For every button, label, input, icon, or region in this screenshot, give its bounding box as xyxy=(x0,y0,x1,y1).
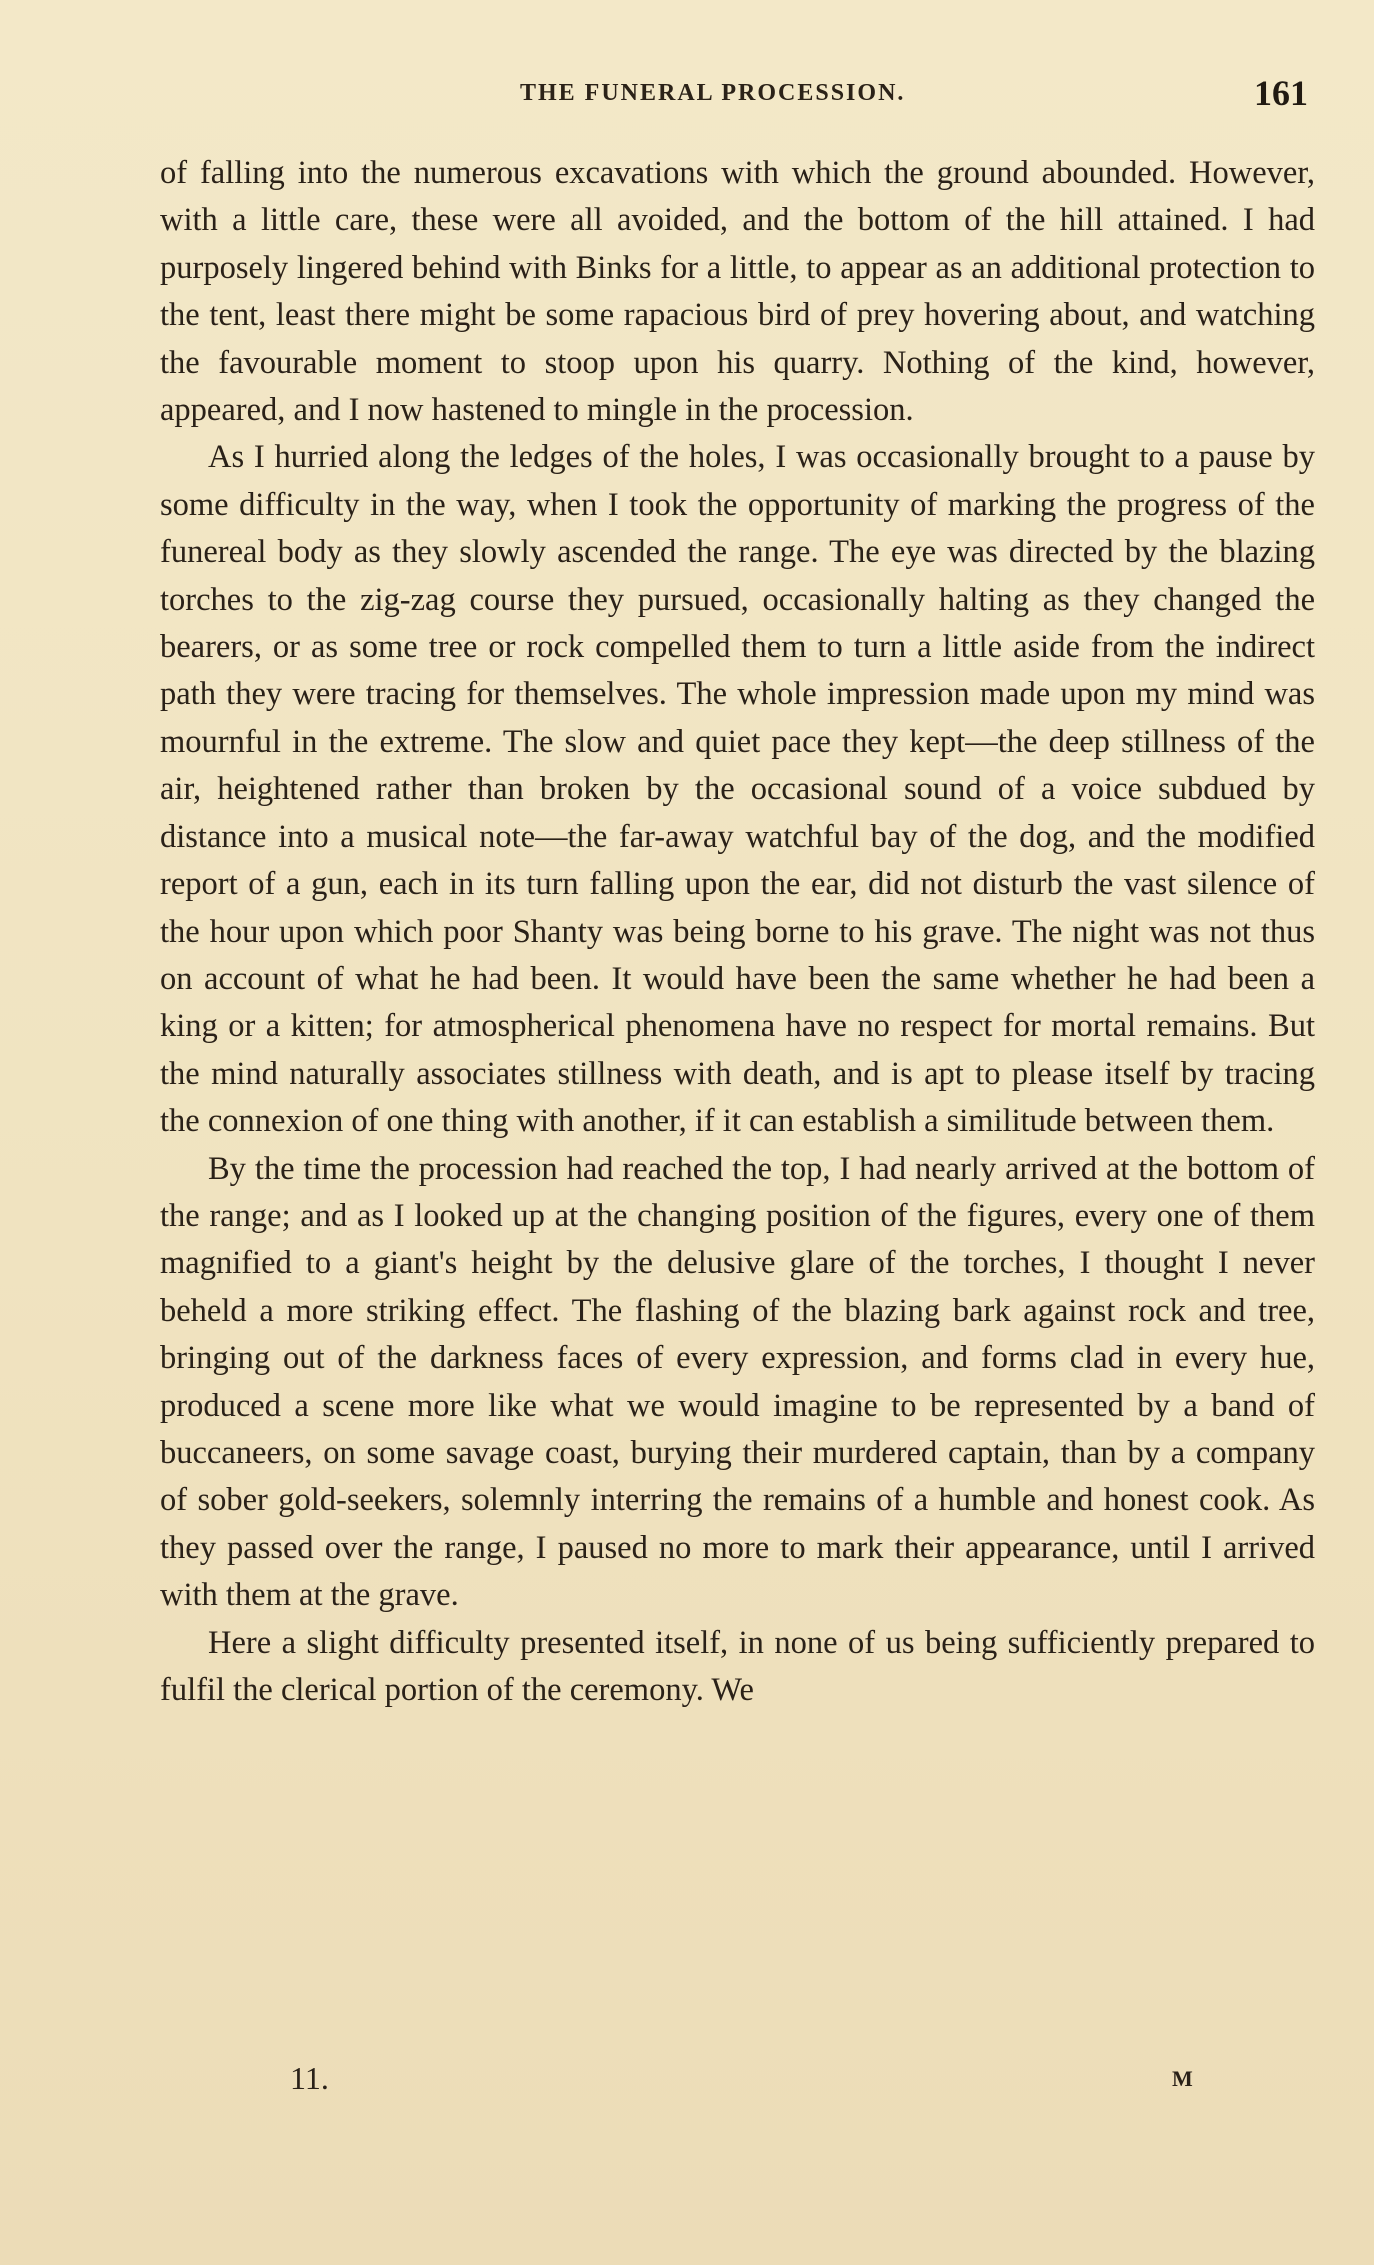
page-number: 161 xyxy=(1254,73,1308,113)
signature-mark: 11. xyxy=(290,2060,329,2096)
paragraph-hurried-along: As I hurried along the ledges of the holes, I was occasionally brought to a pause by some difficulty in the way, when I took the opportunity of marking the progress of the funereal body as they slowly ascended the range. The eye was directed by the blazing torches to the zig-zag course they pursued, occasionally halting as they changed the bearers, or as some tree or rock compelled them to turn a little aside from the indirect path they were tracing for themselves. The whole impression made upon my mind was mournful in the extreme. The slow and quiet pace they kept—the deep stillness of the air, heightened rather than broken by the occasional sound of a voice subdued by distance into a musical note—the far-away watchful bay of the dog, and the modified report of a gun, each in its turn falling upon the ear, did not disturb the vast silence of the hour upon which poor Shanty was being borne to his grave. The night was not thus on account of what he had been. It would have been the same whether he had been a king or a kitten; for atmospherical phenomena have no respect for mortal remains. But the mind naturally associates stillness with death, and is apt to please itself by tracing the connexion of one thing with another, if it can establish a similitude between them. xyxy=(160,439,1315,1140)
paragraph-clerical-difficulty: Here a slight difficulty presented itself, in none of us being sufficiently prepared to fulfil the clerical portion of the ceremony. We xyxy=(160,1624,1315,1708)
running-title: THE FUNERAL PROCESSION. xyxy=(520,80,906,106)
body-text xyxy=(160,150,1315,1714)
running-head xyxy=(0,72,1374,122)
sheet-mark: M xyxy=(1172,2066,1193,2091)
paragraph-continuation: of falling into the numerous excavations with which the ground abounded. However, with a little care, these were all avoided, and the bottom of the hill attained. I had purposely lingered behind with Binks for a little, to appear as an additional protection to the tent, least there might be some rapacious bird of prey hovering about, and watching the favourable moment to stoop upon his quarry. Nothing of the kind, however, appeared, and I now hastened to mingle in the procession. xyxy=(160,155,1315,429)
paragraph-procession-top: By the time the procession had reached the top, I had nearly arrived at the bottom of the range; and as I looked up at the changing position of the figures, every one of them magnified to a giant's height by the delusive glare of the torches, I thought I never beheld a more striking effect. The flashing of the blazing bark against rock and tree, bringing out of the darkness faces of every expression, and forms clad in every hue, produced a scene more like what we would imagine to be represented by a band of buccaneers, on some savage coast, burying their murdered captain, than by a company of sober gold-seekers, solemnly interring the remains of a humble and honest cook. As they passed over the range, I paused no more to mark their appearance, until I arrived with them at the grave. xyxy=(160,1150,1315,1614)
page-footer xyxy=(0,2060,1374,2110)
